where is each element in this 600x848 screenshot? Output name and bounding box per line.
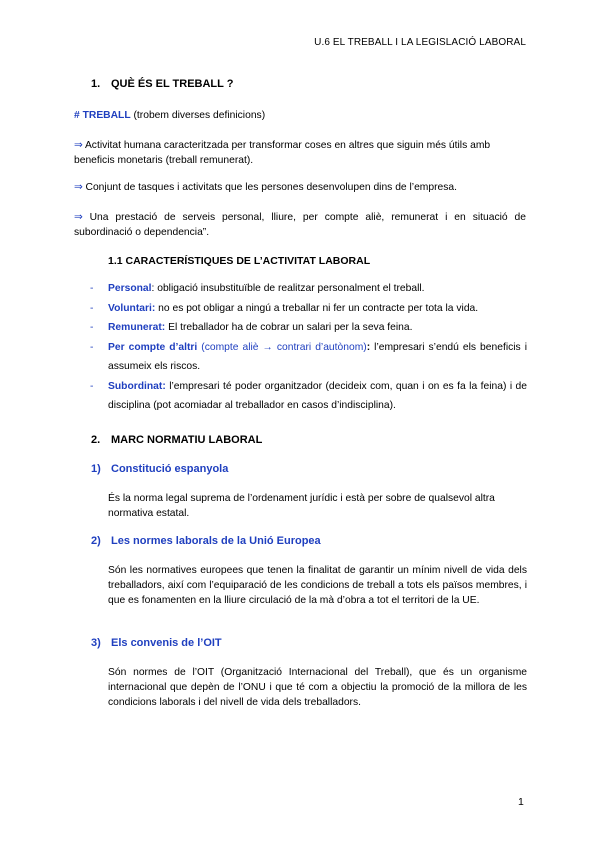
section-2-title: MARC NORMATIU LABORAL: [111, 434, 263, 446]
list-item: [90, 299, 527, 319]
section-1-title: QUÈ ÉS EL TREBALL ?: [111, 78, 234, 90]
characteristic-term: Personal: [108, 283, 152, 294]
section-2-heading: [91, 434, 262, 446]
treball-label: # TREBALL: [74, 110, 131, 121]
definition-3-text: Una prestació de serveis personal, lliure, per compte aliè, remunerat i en situació de subordinació o dependencia”.: [74, 212, 526, 238]
dash-bullet-icon: -: [90, 283, 94, 294]
norm-2-number: 2): [91, 535, 101, 547]
norm-2-heading: [91, 535, 321, 547]
norm-2-text: Són les normatives europees que tenen la finalitat de garantir un mínim nivell de vida dels treballadors, així com l’equiparació de les condicions de treball a tots els països membres, i que es fonamenten en la lliure circulació de la mà d’obra a tot el territori de la UE.: [108, 565, 527, 606]
list-item: [90, 377, 527, 416]
section-1-number: 1.: [91, 78, 101, 90]
characteristic-colon: :: [366, 341, 371, 353]
definition-2: [74, 180, 526, 195]
page-number: 1: [518, 796, 524, 808]
characteristic-text: l’empresari té poder organitzador (decideix com, quan i on es fa la feina) i de disciplina (pot acomiadar al treballador en casos d’indisciplina).: [108, 380, 527, 411]
arrow-icon: ⇒: [74, 212, 83, 223]
characteristic-text: El treballador ha de cobrar un salari per la seva feina.: [165, 322, 413, 333]
definition-1: [74, 138, 526, 168]
norm-1-title: Constitució espanyola: [111, 463, 229, 475]
page-header: U.6 EL TREBALL I LA LEGISLACIÓ LABORAL: [314, 37, 526, 48]
norm-3-number: 3): [91, 637, 101, 649]
section-1-heading: [91, 78, 233, 90]
list-item: [90, 279, 527, 299]
list-item: [90, 338, 527, 377]
norm-1-number: 1): [91, 463, 101, 475]
definition-2-text: Conjunt de tasques i activitats que les persones desenvolupen dins de l’empresa.: [85, 182, 458, 193]
section-2-number: 2.: [91, 434, 101, 446]
characteristic-text: l’empresari s’endú els beneficis i assumeix els riscos.: [108, 341, 527, 372]
norm-3-title: Els convenis de l’OIT: [111, 637, 222, 649]
characteristic-term: Voluntari:: [108, 302, 156, 314]
characteristic-term: Per compte d’altri: [108, 341, 198, 353]
definition-1-text: Activitat humana caracteritzada per transformar coses en altres que siguin més útils amb beneficis monetaris (treball remunerat).: [74, 140, 491, 166]
norm-1-text: És la norma legal suprema de l’ordenament jurídic i està per sobre de qualsevol altra normativa estatal.: [108, 493, 495, 519]
norm-3-text: Són normes de l’OIT (Organització Internacional del Treball), que és un organisme internacional que depèn de l’ONU i que té com a objectiu la promoció de la millora de les condicions laborals i del nivell de vida dels treballadors.: [108, 667, 527, 708]
characteristics-list: [90, 279, 527, 416]
characteristic-text: no es pot obligar a ningú a treballar ni fer un contracte per tota la vida.: [155, 302, 479, 314]
dash-bullet-icon: -: [90, 302, 94, 314]
dash-bullet-icon: -: [90, 341, 94, 353]
arrow-icon: ⇒: [74, 140, 83, 151]
treball-intro: [74, 108, 526, 123]
treball-note: (trobem diverses definicions): [130, 110, 266, 121]
characteristic-term: Remunerat:: [108, 322, 166, 333]
norm-1-heading: [91, 463, 228, 475]
norm-3-heading: [91, 637, 222, 649]
characteristic-note: (compte aliè → contrari d’autònom): [197, 341, 367, 353]
list-item: [90, 318, 527, 338]
characteristic-term: Subordinat:: [108, 380, 166, 392]
dash-bullet-icon: -: [90, 322, 94, 333]
norm-2-title: Les normes laborals de la Unió Europea: [111, 535, 321, 547]
arrow-icon: ⇒: [74, 182, 83, 193]
definition-3: [74, 210, 526, 240]
section-1-1-heading: 1.1 CARACTERÍSTIQUES DE L’ACTIVITAT LABORAL: [108, 255, 371, 267]
characteristic-text: : obligació insubstituïble de realitzar personalment el treball.: [151, 283, 425, 294]
dash-bullet-icon: -: [90, 380, 94, 392]
